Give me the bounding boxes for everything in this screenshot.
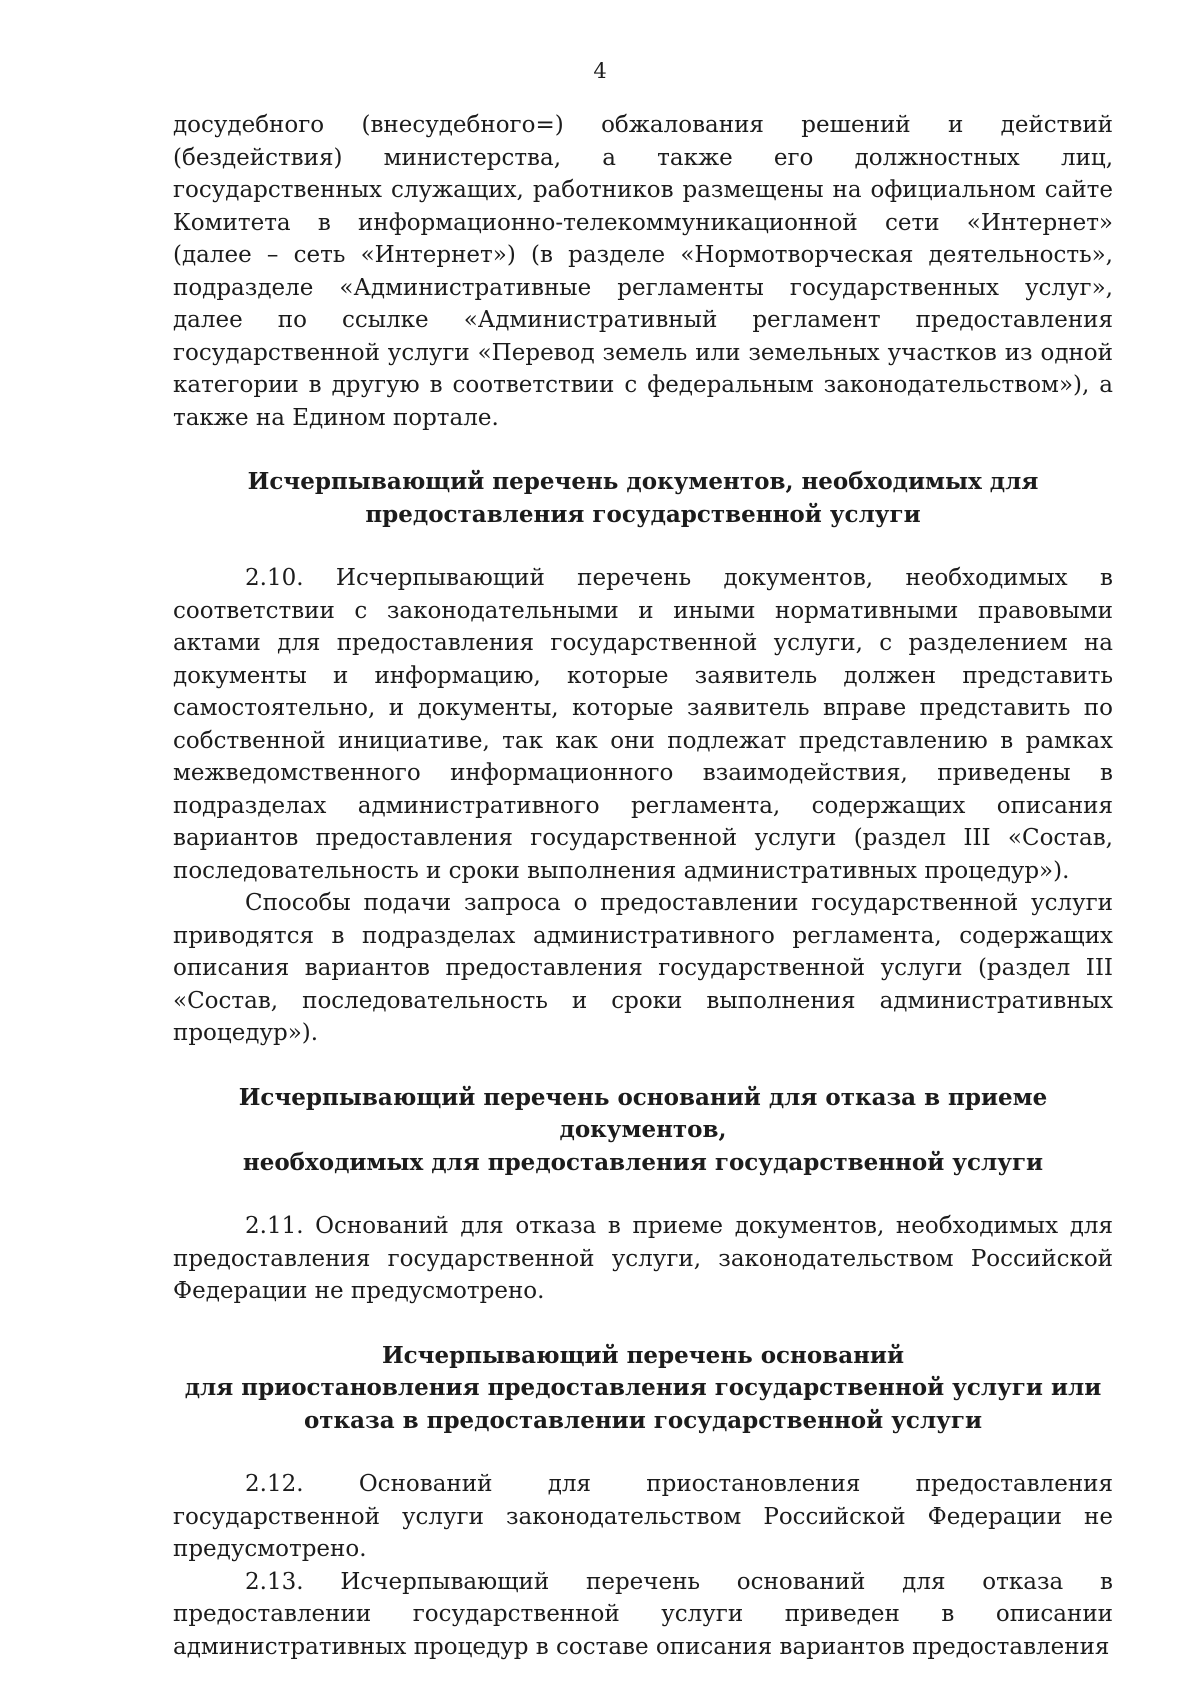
heading-line: предоставления государственной услуги <box>365 500 921 528</box>
paragraph-2-12: 2.12. Оснований для приостановления предоставления государственной услуги законодательством Российской Федерации не предусмотрено. <box>173 1471 1113 1562</box>
document-body <box>173 109 1113 1663</box>
paragraph-request-methods: Способы подачи запроса о предоставлении государственной услуги приводятся в подразделах административного регламента, содержащих описания вариантов предоставления государственной услуги (раздел III «Состав, последовательность и сроки выполнения административных процедур»). <box>173 890 1113 1046</box>
page-number: 4 <box>593 59 607 83</box>
heading-line: отказа в предоставлении государственной услуги <box>303 1406 983 1434</box>
heading-line: Исчерпывающий перечень документов, необходимых для <box>247 468 1039 495</box>
paragraph-appeal-info: досудебного (внесудебного=) обжалования решений и действий (бездействия) министерства, а также его должностных лиц, государственных служащих, работников размещены на официальном сайте Комитета в информационно-телекоммуникационной сети «Интернет» (далее – сеть «Интернет») (в разделе «Нормотворческая деятельность», подразделе «Административные регламенты государственных услуг», далее по ссылке «Административный регламент предоставления государственной услуги «Перевод земель или земельных участков из одной категории в другую в соответствии с федеральным законодательством»), а также на Едином портале. <box>173 112 1113 431</box>
paragraph-2-11: 2.11. Оснований для отказа в приеме документов, необходимых для предоставления государственной услуги, законодательством Российской Федерации не предусмотрено. <box>173 1213 1113 1304</box>
heading-line: для приостановления предоставления государственной услуги или <box>184 1374 1102 1401</box>
heading-line: необходимых для предоставления государственной услуги <box>242 1148 1044 1176</box>
heading-documents-list <box>173 466 1113 531</box>
paragraph-2-10: 2.10. Исчерпывающий перечень документов, необходимых в соответствии с законодательными и иными нормативными правовыми актами для предоставления государственной услуги, с разделением на документы и информацию, которые заявитель должен представить самостоятельно, и документы, которые заявитель вправе представить по собственной инициативе, так как они подлежат представлению в рамках межведомственного информационного взаимодействия, приведены в подразделах административного регламента, содержащих описания вариантов предоставления государственной услуги (раздел III «Состав, последовательность и сроки выполнения административных процедур»). <box>173 565 1113 884</box>
paragraph-2-13: 2.13. Исчерпывающий перечень оснований для отказа в предоставлении государственной услуги приведен в описании административных процедур в составе описания вариантов предоставления <box>173 1568 1113 1660</box>
heading-line: Исчерпывающий перечень оснований для отказа в приеме документов, <box>238 1083 1048 1143</box>
heading-line: Исчерпывающий перечень оснований <box>381 1341 905 1369</box>
heading-refusal-acceptance <box>173 1082 1113 1180</box>
heading-suspension-refusal <box>173 1340 1113 1438</box>
